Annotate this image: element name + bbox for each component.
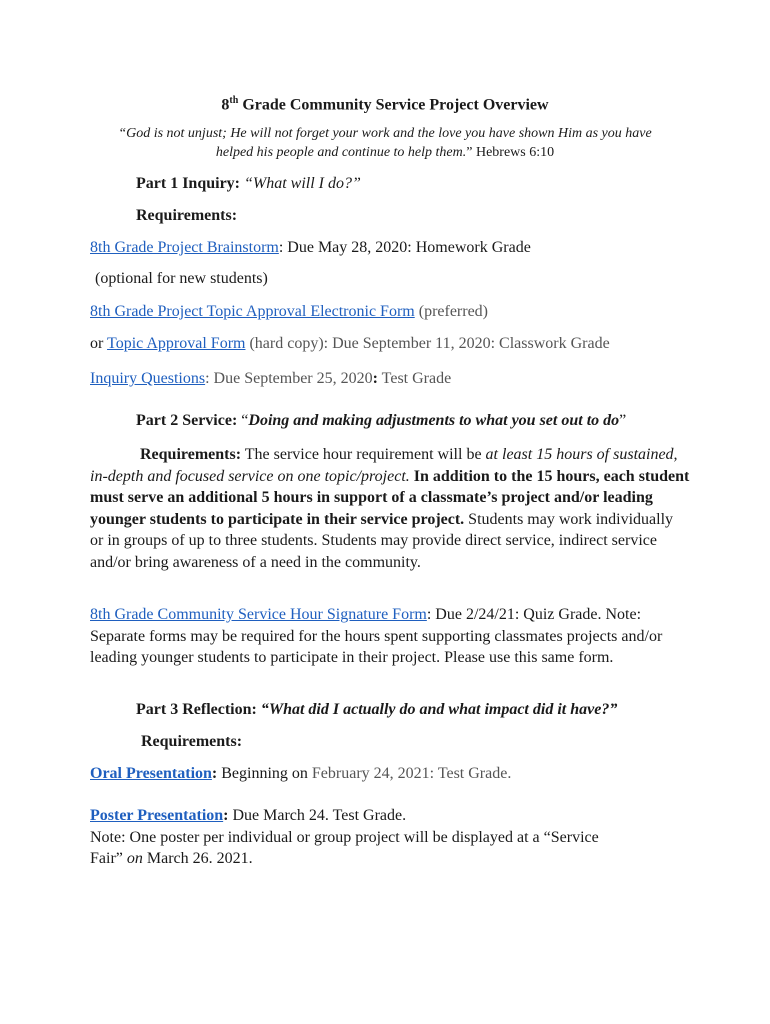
part2-heading: Part 2 Service: “Doing and making adjustments to what you set out to do” (136, 412, 627, 429)
topic-approval-electronic-line: 8th Grade Project Topic Approval Electronic Form (preferred) (90, 303, 489, 320)
poster-note-line-2: Fair” on March 26. 2021. (90, 850, 253, 867)
signature-form-link[interactable]: 8th Grade Community Service Hour Signature Form (90, 606, 427, 623)
signature-form-paragraph: 8th Grade Community Service Hour Signature Form: Due 2/24/21: Quiz Grade. Note: Separate forms may be required for the hours spent supporting classmates projects and/or leading younger students to participate in their project. Please use this same form. (90, 606, 663, 666)
page-title: 8th Grade Community Service Project Overview (221, 95, 549, 114)
brainstorm-link[interactable]: 8th Grade Project Brainstorm (90, 239, 279, 256)
part1-requirements-label: Requirements: (136, 207, 238, 224)
scripture-quote-line-1: “God is not unjust; He will not forget your work and the love you have shown Him as you have (118, 126, 652, 141)
topic-approval-hardcopy-line: or Topic Approval Form (hard copy): Due September 11, 2020: Classwork Grade (90, 335, 610, 352)
brainstorm-line: 8th Grade Project Brainstorm: Due May 28, 2020: Homework Grade (90, 239, 531, 256)
poster-presentation-line: Poster Presentation: Due March 24. Test Grade. (90, 807, 407, 824)
topic-approval-electronic-link[interactable]: 8th Grade Project Topic Approval Electronic Form (90, 303, 415, 320)
inquiry-questions-link[interactable]: Inquiry Questions (90, 370, 206, 387)
inquiry-questions-line: Inquiry Questions: Due September 25, 2020: Test Grade (90, 370, 452, 387)
poster-note-line-1: Note: One poster per individual or group project will be displayed at a “Service (90, 829, 599, 846)
oral-presentation-line: Oral Presentation: Beginning on February 24, 2021: Test Grade. (90, 765, 512, 782)
oral-presentation-link[interactable]: Oral Presentation (90, 765, 212, 782)
service-requirements-paragraph: Requirements: The service hour requirement will be at least 15 hours of sustained, in-depth and focused service on one topic/project. In addition to the 15 hours, each student must serve an additional 5 hours in support of a classmate’s project and/or leading younger students to participate in their service project. Students may work individually or in groups of up to three students. Students may provide direct service, indirect service and/or bring awareness of a need in the community. (90, 446, 690, 571)
optional-note: (optional for new students) (95, 270, 268, 287)
poster-presentation-link[interactable]: Poster Presentation (90, 807, 224, 824)
part3-requirements-label: Requirements: (141, 733, 243, 750)
part1-heading: Part 1 Inquiry: “What will I do?” (136, 175, 361, 192)
scripture-quote-line-2: helped his people and continue to help them.” Hebrews 6:10 (215, 145, 555, 160)
topic-approval-form-link[interactable]: Topic Approval Form (107, 335, 246, 352)
part3-heading: Part 3 Reflection: “What did I actually do and what impact did it have?” (136, 701, 618, 718)
